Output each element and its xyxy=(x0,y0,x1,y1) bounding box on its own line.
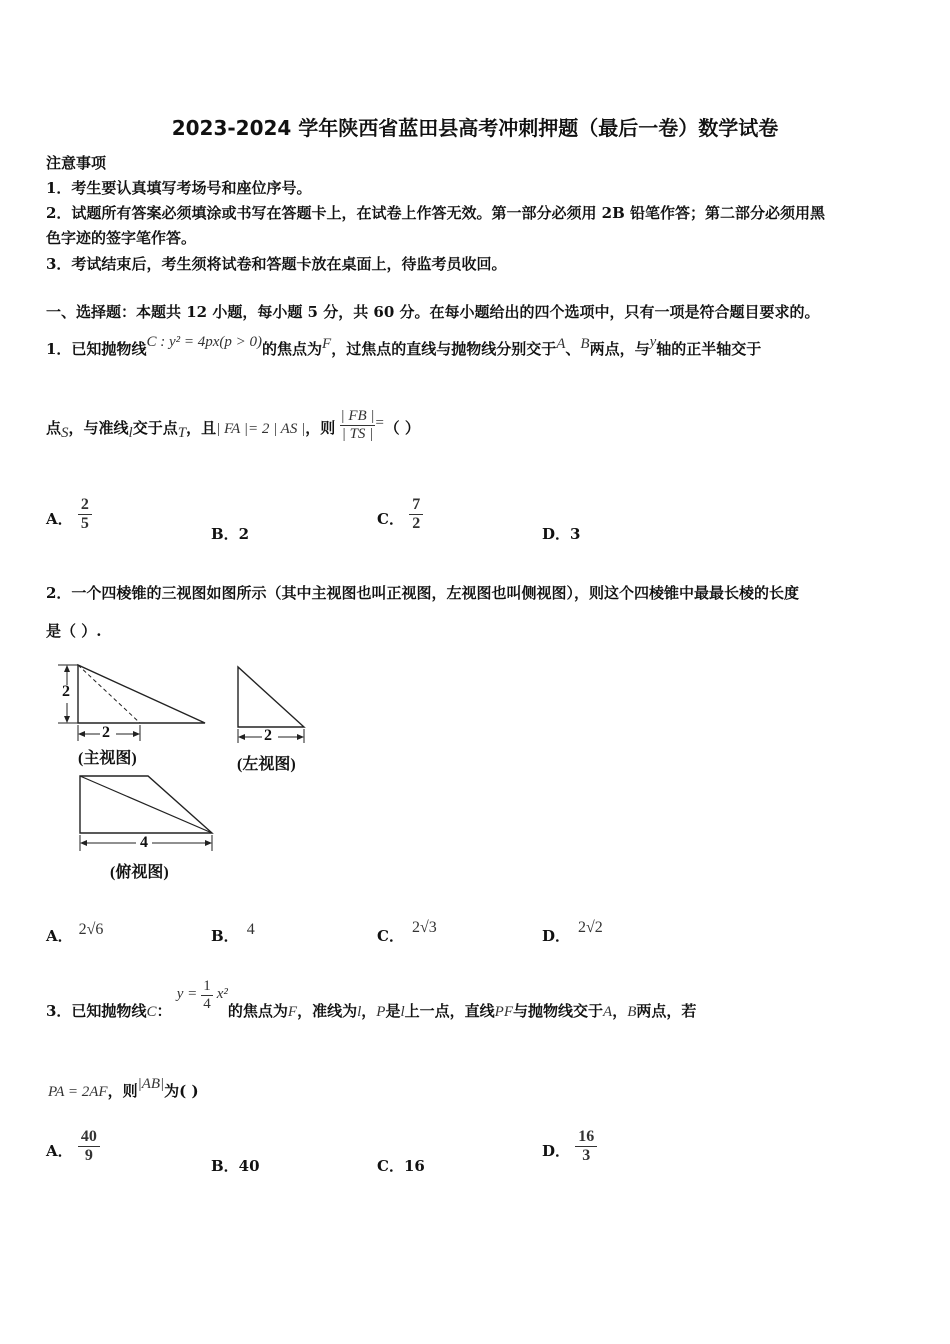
q3-var-F: F xyxy=(287,1004,298,1021)
q1-option-a-fraction xyxy=(78,496,92,532)
option-label: A． xyxy=(46,510,73,529)
q3-condition: PA = 2AF xyxy=(48,1084,108,1100)
q3-text: 上一点，直线 xyxy=(404,1002,495,1021)
front-view-width-label: 2 xyxy=(102,724,110,741)
q1-option-d: D．3 xyxy=(542,525,581,543)
option-label: A． xyxy=(46,927,73,945)
q1-paren: （ ） xyxy=(384,419,420,437)
fraction-num: 40 xyxy=(80,1128,97,1145)
q2-option-c xyxy=(377,916,437,945)
option-label: C． xyxy=(377,510,404,529)
q3-line2 xyxy=(48,1072,199,1100)
front-view xyxy=(58,665,205,742)
q1-text: ，则 xyxy=(305,419,336,437)
fraction-num: 16 xyxy=(578,1128,595,1145)
q1-option-b: B．2 xyxy=(211,525,250,543)
q3-var-A: A xyxy=(603,1004,613,1021)
front-view-height-label: 2 xyxy=(62,683,70,700)
q3-option-c: C．16 xyxy=(377,1157,425,1175)
q1-text: 交于点 xyxy=(132,419,178,437)
q3-text: 是 xyxy=(385,1002,401,1021)
side-view-width-label: 2 xyxy=(264,727,272,744)
side-view-caption: (左视图) xyxy=(237,756,296,773)
q2-option-b xyxy=(211,918,255,945)
q1-text: 两点，与 xyxy=(589,340,650,358)
q3-var-PF: PF xyxy=(494,1004,513,1021)
top-view-diagonal xyxy=(80,776,212,833)
q1-var-F: F xyxy=(322,336,332,352)
option-value: 2√6 xyxy=(78,921,104,938)
q3-option-a xyxy=(46,1128,100,1164)
arrow-left-icon xyxy=(238,734,245,740)
notice-heading: 注意事项 xyxy=(46,154,107,172)
q1-option-a xyxy=(46,496,92,532)
fraction-den: 5 xyxy=(80,514,89,532)
q1-var-A: A xyxy=(556,336,566,352)
q1-var-S: S xyxy=(61,425,69,441)
q3-parabola-eq xyxy=(176,978,228,1012)
q2-option-d xyxy=(542,916,603,945)
q3-var-C: C xyxy=(146,1004,157,1021)
fraction-den: 9 xyxy=(84,1146,93,1164)
arrow-right-icon xyxy=(133,731,140,737)
q1-var-T: T xyxy=(177,425,187,441)
q3-line1 xyxy=(46,968,697,1021)
q3-abs-AB: |AB| xyxy=(137,1076,165,1092)
q1-var-B: B xyxy=(580,336,590,352)
page-title: 2023-2024 学年陕西省蓝田县高考冲刺押题（最后一卷）数学试卷 xyxy=(171,116,779,140)
q1-condition: | FA |= 2 | AS | xyxy=(216,421,306,437)
fraction-num: 2 xyxy=(80,496,89,513)
q3-var-P: P xyxy=(376,1004,386,1021)
arrow-left-icon xyxy=(80,840,87,846)
q1-parabola-eq: C : y² = 4px(p > 0) xyxy=(146,334,262,350)
notice-item-2: 2．试题所有答案必须填涂或书写在答题卡上，在试卷上作答无效。第一部分必须用 2B 铅笔作答；第二部分必须用黑 xyxy=(46,204,826,222)
side-view-triangle xyxy=(238,667,304,727)
q3-text: ，准线为 xyxy=(297,1002,358,1021)
notice-item-3: 3．考试结束后，考生须将试卷和答题卡放在桌面上，待监考员收回。 xyxy=(46,255,507,273)
arrow-right-icon xyxy=(205,840,212,846)
q1-text: 、 xyxy=(565,340,581,358)
q1-text: ，过焦点的直线与抛物线分别交于 xyxy=(331,340,557,358)
q3-text: 3．已知抛物线 xyxy=(46,1002,147,1021)
q3-option-d-fraction xyxy=(575,1128,597,1164)
q3-text: ， xyxy=(361,1002,377,1021)
arrow-left-icon xyxy=(78,731,85,737)
eq-rhs: x² xyxy=(216,986,228,1003)
option-label: D． xyxy=(542,1142,571,1161)
q1-text: ，与准线 xyxy=(68,419,129,437)
q3-option-b: B．40 xyxy=(211,1157,260,1175)
fraction-den: 4 xyxy=(203,995,211,1012)
q3-var-l: l xyxy=(400,1004,405,1021)
q3-option-d xyxy=(542,1128,597,1164)
q1-option-c-fraction xyxy=(409,496,423,532)
top-view-caption: (俯视图) xyxy=(110,864,169,881)
option-label: D． xyxy=(542,927,571,945)
q2-option-a xyxy=(46,918,104,945)
q1-option-c xyxy=(377,496,423,532)
option-label: B． xyxy=(211,927,239,945)
q3-text: 两点，若 xyxy=(636,1002,697,1021)
fraction-num: 1 xyxy=(203,978,211,994)
option-label: C． xyxy=(377,927,404,945)
q3-option-a-fraction xyxy=(78,1128,100,1164)
q3-text: 为( ) xyxy=(164,1082,199,1100)
front-view-hidden-edge xyxy=(78,665,140,723)
fraction-den: 2 xyxy=(412,514,421,532)
q3-eq-fraction xyxy=(201,978,213,1012)
front-view-caption: (主视图) xyxy=(78,750,137,767)
notice-item-2-cont: 色字迹的签字笔作答。 xyxy=(46,229,197,247)
arrow-down-icon xyxy=(64,716,70,723)
option-value: 2√3 xyxy=(411,919,437,936)
q1-var-y: y xyxy=(649,334,657,350)
q3-var-l: l xyxy=(357,1004,362,1021)
q3-text: ，则 xyxy=(107,1082,138,1100)
q1-text: 的焦点为 xyxy=(262,340,323,358)
q1-text: 点 xyxy=(46,419,62,437)
q3-text: 的焦点为 xyxy=(227,1002,288,1021)
fraction-den: 3 xyxy=(582,1146,591,1164)
q3-text: 与抛物线交于 xyxy=(513,1002,604,1021)
q1-var-l: l xyxy=(128,425,133,441)
option-value: 4 xyxy=(246,921,255,938)
q3-text: ， xyxy=(612,1002,628,1021)
top-view-width-label: 4 xyxy=(140,834,148,851)
option-label: A． xyxy=(46,1142,73,1161)
q1-ratio-fraction xyxy=(340,408,374,442)
q1-equals: = xyxy=(374,415,385,431)
section-heading: 一、选择题：本题共 12 小题，每小题 5 分，共 60 分。在每小题给出的四个选项中，只有一项是符合题目要求的。 xyxy=(46,303,820,321)
q2-line1: 2．一个四棱锥的三视图如图所示（其中主视图也叫正视图，左视图也叫侧视图），则这个四棱锥中最最长棱的长度 xyxy=(46,584,799,602)
arrow-right-icon xyxy=(297,734,304,740)
q1-text: 轴的正半轴交于 xyxy=(656,340,762,358)
q2-line2: 是（ ）. xyxy=(46,622,102,640)
q3-var-B: B xyxy=(627,1004,637,1021)
arrow-up-icon xyxy=(64,665,70,672)
q1-text: 1．已知抛物线 xyxy=(46,340,147,358)
front-view-triangle xyxy=(78,665,205,723)
notice-item-1: 1．考生要认真填写考场号和座位序号。 xyxy=(46,179,312,197)
q1-ratio-num: | FB | xyxy=(340,408,375,424)
q1-line1 xyxy=(46,334,762,359)
q3-text: ： xyxy=(156,1002,172,1021)
q1-text: ，且 xyxy=(186,419,217,437)
option-value: 2√2 xyxy=(578,919,603,936)
q1-line2 xyxy=(46,408,420,446)
q1-ratio-den: | TS | xyxy=(341,425,374,442)
fraction-num: 7 xyxy=(412,496,421,513)
eq-lhs: y = xyxy=(176,986,198,1003)
